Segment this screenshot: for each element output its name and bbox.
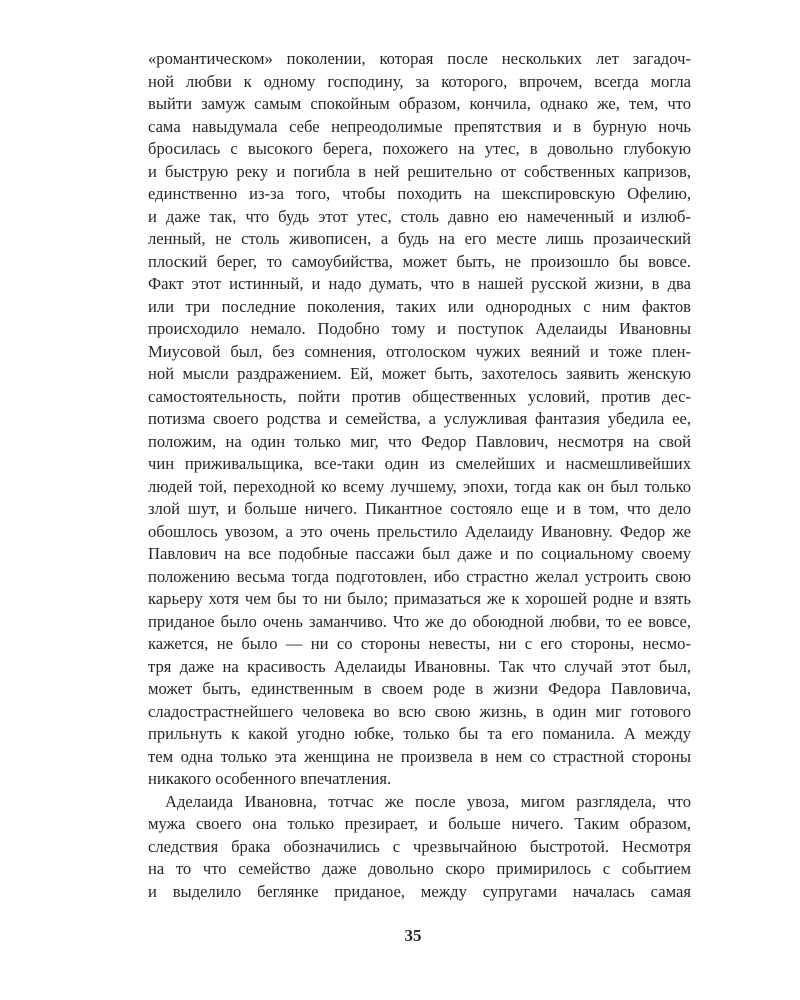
text-line: или три последние поколения, таких или однородных с ним фактов — [148, 296, 691, 316]
text-line: на то что семейство даже довольно скоро примирилось с событием — [148, 859, 691, 878]
text-line: «романтическом» поколении, которая после нескольких лет загадоч- — [148, 49, 691, 68]
text-line: потизма своего родства и семейства, а услужливая фантазия убедила ее, — [148, 409, 691, 428]
text-line: прильнуть к какой угодно юбке, только бы та его поманила. А между — [148, 724, 691, 743]
text-line: Миусовой был, без сомнения, отголоском чужих веяний и тоже плен- — [148, 341, 691, 361]
text-line: плоский берег, то самоубийства, может быть, не произошло бы вовсе. — [148, 251, 691, 271]
text-line: обошлось увозом, а это очень прельстило Аделаиду Ивановну. Федор же — [148, 521, 691, 541]
text-line: мужа своего она только презирает, и больше ничего. Таким образом, — [148, 814, 691, 833]
text-line: сама навыдумала себе непреодолимые препятствия и в бурную ночь — [148, 116, 691, 136]
text-line: карьеру хотя чем бы то ни было; примазаться же к хорошей родне и взять — [148, 589, 691, 608]
text-line: происходило немало. Подобно тому и поступок Аделаиды Ивановны — [148, 319, 691, 338]
text-line: ной любви к одному господину, за которого, впрочем, всегда могла — [148, 71, 691, 91]
text-line: и даже так, что будь этот утес, столь давно ею намеченный и излюб- — [148, 206, 691, 226]
text-line: самостоятельность, пойти против общественных условий, против дес- — [148, 386, 691, 406]
text-line: ленный, не столь живописен, а будь на его месте лишь прозаический — [148, 229, 691, 248]
text-line: бросилась с высокого берега, похожего на утес, в довольно глубокую — [148, 139, 691, 158]
text-line: выйти замуж самым спокойным образом, кончила, однако же, тем, что — [148, 94, 691, 113]
text-line: никакого особенного впечатления. — [148, 769, 392, 788]
text-line: ной мысли раздражением. Ей, может быть, захотелось заявить женскую — [148, 364, 691, 383]
text-line: сладострастнейшего человека во всю свою жизнь, в один миг готового — [148, 701, 691, 721]
text-line: людей той, переходной ко всему лучшему, эпохи, тогда как он был только — [148, 476, 691, 496]
text-line: злой шут, и больше ничего. Пикантное состояло еще и в том, что дело — [148, 499, 691, 518]
text-line: может быть, единственным в своем роде в жизни Федора Павловича, — [148, 679, 691, 698]
text-line: Аделаида Ивановна, тотчас же после увоза, мигом разглядела, что — [165, 791, 691, 811]
text-line: тем одна только эта женщина не произвела в нем со страстной стороны — [148, 746, 691, 766]
page-body-text — [148, 48, 691, 903]
text-line: и быструю реку и погибла в ней решительно от собственных капризов, — [148, 161, 691, 181]
text-line: единственно из-за того, чтобы походить на шекспировскую Офелию, — [148, 184, 691, 203]
text-line: Факт этот истинный, и надо думать, что в нашей русской жизни, в два — [148, 274, 691, 293]
text-line: и выделило беглянке приданое, между супругами началась самая — [148, 881, 691, 901]
text-line: Павлович на все подобные пассажи был даже и по социальному своему — [148, 544, 691, 563]
text-line: положим, на один только миг, что Федор Павлович, несмотря на свой — [148, 431, 691, 451]
text-line: положению весьма тогда подготовлен, ибо страстно желал устроить свою — [148, 566, 691, 586]
page-number: 35 — [404, 926, 422, 945]
text-line: приданое было очень заманчиво. Что же до обоюдной любви, то ее вовсе, — [148, 611, 691, 631]
text-line: кажется, не было — ни со стороны невесты, ни с его стороны, несмо- — [148, 634, 691, 653]
text-line: чин приживальщика, все-таки один из смелейших и насмешливейших — [148, 454, 691, 473]
text-line: следствия брака обозначились с чрезвычайною быстротой. Несмотря — [148, 836, 691, 856]
text-line: тря даже на красивость Аделаиды Ивановны. Так что случай этот был, — [148, 656, 691, 676]
